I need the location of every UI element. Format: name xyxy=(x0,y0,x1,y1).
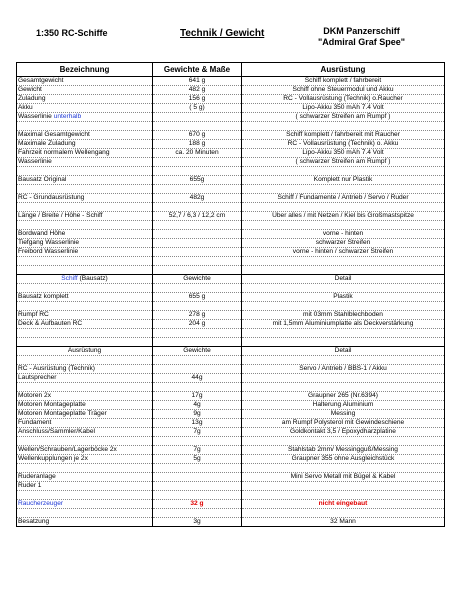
cell-text: Maximal Gesamtgewicht xyxy=(18,131,90,138)
cell-gewicht: Gewichte xyxy=(153,275,242,284)
table-row xyxy=(17,230,445,239)
cell-text: Wellenkupplungen je 2x xyxy=(18,455,88,462)
spec-table xyxy=(16,62,445,527)
cell-gewicht xyxy=(153,266,242,275)
table-row xyxy=(17,437,445,446)
table-row xyxy=(17,86,445,95)
table-row xyxy=(17,320,445,329)
table-row xyxy=(17,284,445,293)
cell-ausruestung: Graupner 355 ohne Ausgleichstück xyxy=(242,455,445,464)
cell-gewicht: 7g xyxy=(153,428,242,437)
cell-bezeichnung xyxy=(17,167,153,176)
cell-ausruestung: nicht eingebaut xyxy=(242,500,445,509)
cell-bezeichnung xyxy=(17,212,153,221)
cell-gewicht xyxy=(153,239,242,248)
cell-ausruestung: Lipo-Akku 350 mAh 7.4 Volt xyxy=(242,149,445,158)
cell-bezeichnung xyxy=(17,248,153,257)
cell-gewicht: 7g xyxy=(153,446,242,455)
cell-gewicht: 670 g xyxy=(153,131,242,140)
cell-bezeichnung xyxy=(17,410,153,419)
cell-bezeichnung xyxy=(17,464,153,473)
cell-bezeichnung xyxy=(17,77,153,86)
table-row xyxy=(17,338,445,347)
table-row xyxy=(17,266,445,275)
cell-bezeichnung xyxy=(17,275,153,284)
cell-gewicht: 52,7 / 6,3 / 12,2 cm xyxy=(153,212,242,221)
cell-gewicht xyxy=(153,167,242,176)
cell-gewicht: 3g xyxy=(153,518,242,527)
cell-text: Wellen/Schrauben/Lagerböcke 2x xyxy=(18,446,117,453)
cell-ausruestung: Graupner 265 (Nr.6394) xyxy=(242,392,445,401)
cell-text: RC - Ausrüstung (Technik) xyxy=(18,365,95,372)
table-header-row xyxy=(17,63,445,77)
cell-bezeichnung xyxy=(17,257,153,266)
cell-bezeichnung xyxy=(17,149,153,158)
cell-gewicht xyxy=(153,473,242,482)
cell-bezeichnung xyxy=(17,104,153,113)
table-row xyxy=(17,293,445,302)
cell-ausruestung: Halterung Aluminium xyxy=(242,401,445,410)
cell-bezeichnung xyxy=(17,338,153,347)
cell-gewicht xyxy=(153,113,242,122)
cell-text: Tiefgang Wasserlinie xyxy=(18,239,80,246)
table-row xyxy=(17,356,445,365)
cell-ausruestung xyxy=(242,482,445,491)
cell-text: RC - Grundausrüstung xyxy=(18,194,85,201)
cell-gewicht xyxy=(153,338,242,347)
cell-text: Maximale Zuladung xyxy=(18,140,76,147)
cell-ausruestung: Schiff komplett / fahrbereit mit Raucher xyxy=(242,131,445,140)
table-row xyxy=(17,392,445,401)
page-header xyxy=(0,0,460,70)
cell-gewicht xyxy=(153,203,242,212)
cell-text: Wasserlinie xyxy=(18,158,52,165)
highlight-text: Schiff xyxy=(61,275,78,282)
table-row xyxy=(17,419,445,428)
cell-bezeichnung xyxy=(17,131,153,140)
cell-bezeichnung xyxy=(17,329,153,338)
cell-bezeichnung xyxy=(17,158,153,167)
cell-bezeichnung xyxy=(17,239,153,248)
cell-ausruestung: Goldkontakt 3,5 / Epoxydharzplatine xyxy=(242,428,445,437)
cell-bezeichnung xyxy=(17,221,153,230)
cell-gewicht xyxy=(153,221,242,230)
table-row xyxy=(17,158,445,167)
table-row xyxy=(17,347,445,356)
cell-gewicht xyxy=(153,329,242,338)
table-row xyxy=(17,383,445,392)
table-row xyxy=(17,482,445,491)
table-row xyxy=(17,329,445,338)
cell-bezeichnung xyxy=(17,428,153,437)
cell-bezeichnung xyxy=(17,95,153,104)
cell-ausruestung xyxy=(242,302,445,311)
cell-gewicht: ca. 20 Minuten xyxy=(153,149,242,158)
cell-ausruestung: Servo / Antrieb / BBS-1 / Akku xyxy=(242,365,445,374)
cell-bezeichnung xyxy=(17,437,153,446)
ship-name-label: "Admiral Graf Spee" xyxy=(318,37,406,47)
ship-type-label: DKM Panzerschiff xyxy=(323,26,400,36)
cell-bezeichnung xyxy=(17,491,153,500)
cell-gewicht: 278 g xyxy=(153,311,242,320)
cell-ausruestung: Plastik xyxy=(242,293,445,302)
table-row xyxy=(17,113,445,122)
cell-ausruestung xyxy=(242,167,445,176)
table-row xyxy=(17,302,445,311)
cell-bezeichnung xyxy=(17,266,153,275)
cell-text-suffix: (Bausatz) xyxy=(79,275,108,282)
cell-bezeichnung xyxy=(17,518,153,527)
table-row xyxy=(17,446,445,455)
cell-ausruestung: ( schwarzer Streifen am Rumpf ) xyxy=(242,113,445,122)
cell-ausruestung: ( schwarzer Streifen am Rumpf ) xyxy=(242,158,445,167)
cell-gewicht: 482g xyxy=(153,194,242,203)
table-row xyxy=(17,428,445,437)
cell-ausruestung xyxy=(242,266,445,275)
column-header-ausruestung: Ausrüstung xyxy=(242,63,445,77)
cell-bezeichnung xyxy=(17,401,153,410)
cell-ausruestung: am Rumpf Polysterol mit Gewindeschiene xyxy=(242,419,445,428)
cell-ausruestung xyxy=(242,509,445,518)
cell-gewicht: 188 g xyxy=(153,140,242,149)
cell-ausruestung xyxy=(242,257,445,266)
cell-ausruestung xyxy=(242,203,445,212)
cell-text: Wasserlinie xyxy=(18,113,52,120)
table-row xyxy=(17,410,445,419)
cell-gewicht: 17g xyxy=(153,392,242,401)
cell-ausruestung xyxy=(242,284,445,293)
cell-bezeichnung xyxy=(17,482,153,491)
cell-bezeichnung xyxy=(17,419,153,428)
cell-gewicht xyxy=(153,491,242,500)
header-scale-label: 1:350 RC-Schiffe xyxy=(36,28,108,38)
cell-gewicht xyxy=(153,383,242,392)
column-header-bezeichnung: Bezeichnung xyxy=(17,63,153,77)
table-row xyxy=(17,212,445,221)
cell-gewicht xyxy=(153,509,242,518)
table-row xyxy=(17,131,445,140)
cell-ausruestung: RC - Vollausrüstung (Technik) o. Akku xyxy=(242,140,445,149)
table-row xyxy=(17,491,445,500)
table-row xyxy=(17,248,445,257)
cell-gewicht: 641 g xyxy=(153,77,242,86)
cell-gewicht xyxy=(153,437,242,446)
cell-gewicht xyxy=(153,257,242,266)
table-row xyxy=(17,473,445,482)
cell-text: Motoren 2x xyxy=(18,392,51,399)
cell-bezeichnung xyxy=(17,455,153,464)
cell-text: Akku xyxy=(18,104,33,111)
cell-bezeichnung xyxy=(17,293,153,302)
cell-gewicht xyxy=(153,356,242,365)
table-row xyxy=(17,509,445,518)
cell-ausruestung: Schiff / Fundamente / Antrieb / Servo / Ruder xyxy=(242,194,445,203)
cell-gewicht: Gewichte xyxy=(153,347,242,356)
table-row xyxy=(17,122,445,131)
cell-bezeichnung xyxy=(17,194,153,203)
cell-ausruestung: Mini Servo Metall mit Bügel & Kabel xyxy=(242,473,445,482)
cell-ausruestung xyxy=(242,464,445,473)
cell-bezeichnung xyxy=(17,140,153,149)
cell-bezeichnung xyxy=(17,176,153,185)
cell-text: Anschluss/Sammler/Kabel xyxy=(18,428,95,435)
cell-ausruestung: RC - Vollausrüstung (Technik) o.Raucher xyxy=(242,95,445,104)
cell-ausruestung xyxy=(242,221,445,230)
table-row xyxy=(17,500,445,509)
table-row xyxy=(17,257,445,266)
cell-ausruestung: vorne - hinten xyxy=(242,230,445,239)
cell-ausruestung: Schiff komplett / fahrbereit xyxy=(242,77,445,86)
cell-ausruestung xyxy=(242,374,445,383)
cell-bezeichnung xyxy=(17,509,153,518)
cell-ausruestung: mit 1,5mm Aluminiumplatte als Deckverstärkung xyxy=(242,320,445,329)
cell-gewicht xyxy=(153,464,242,473)
cell-ausruestung xyxy=(242,356,445,365)
cell-gewicht xyxy=(153,158,242,167)
cell-gewicht xyxy=(153,365,242,374)
cell-ausruestung: Messing xyxy=(242,410,445,419)
cell-gewicht: 204 g xyxy=(153,320,242,329)
cell-bezeichnung xyxy=(17,392,153,401)
cell-text: Gesamtgewicht xyxy=(18,77,64,84)
cell-bezeichnung xyxy=(17,365,153,374)
cell-bezeichnung xyxy=(17,473,153,482)
cell-gewicht: 482 g xyxy=(153,86,242,95)
cell-ausruestung xyxy=(242,122,445,131)
cell-bezeichnung xyxy=(17,203,153,212)
cell-ausruestung: Lipo-Akku 350 mAh 7.4 Volt xyxy=(242,104,445,113)
cell-text: Freibord Wasserlinie xyxy=(18,248,79,255)
cell-bezeichnung xyxy=(17,185,153,194)
cell-bezeichnung xyxy=(17,302,153,311)
cell-text: Motoren Montageplatte Träger xyxy=(18,410,107,417)
cell-text: Länge / Breite / Höhe - Schiff xyxy=(18,212,103,219)
cell-text: Ausrüstung xyxy=(67,347,102,354)
cell-text-suffix: unterhalb xyxy=(53,113,82,120)
cell-ausruestung: vorne - hinten / schwarzer Streifen xyxy=(242,248,445,257)
cell-bezeichnung xyxy=(17,230,153,239)
cell-gewicht xyxy=(153,122,242,131)
cell-text: Ruderanlage xyxy=(18,473,56,480)
cell-ausruestung xyxy=(242,338,445,347)
table-row xyxy=(17,518,445,527)
cell-text: Bordwand Höhe xyxy=(18,230,66,237)
cell-text: Bausatz komplett xyxy=(18,293,69,300)
cell-text: Ruder 1 xyxy=(18,482,42,489)
cell-bezeichnung xyxy=(17,311,153,320)
cell-gewicht: 5g xyxy=(153,455,242,464)
cell-ausruestung: Komplett nur Plastik xyxy=(242,176,445,185)
cell-text: Besatzung xyxy=(18,518,50,525)
cell-bezeichnung xyxy=(17,86,153,95)
cell-bezeichnung xyxy=(17,122,153,131)
table-row xyxy=(17,374,445,383)
cell-gewicht xyxy=(153,302,242,311)
cell-gewicht xyxy=(153,248,242,257)
cell-bezeichnung xyxy=(17,374,153,383)
table-row xyxy=(17,275,445,284)
cell-gewicht xyxy=(153,284,242,293)
cell-gewicht: 655g xyxy=(153,176,242,185)
cell-bezeichnung xyxy=(17,446,153,455)
table-row xyxy=(17,185,445,194)
cell-ausruestung xyxy=(242,185,445,194)
cell-text: Fundament xyxy=(18,419,52,426)
table-row xyxy=(17,239,445,248)
highlight-text: Raucherzeuger xyxy=(18,500,64,507)
cell-ausruestung: 32 Mann xyxy=(242,518,445,527)
table-row xyxy=(17,221,445,230)
table-row xyxy=(17,104,445,113)
cell-gewicht xyxy=(153,230,242,239)
cell-ausruestung: Detail xyxy=(242,347,445,356)
cell-bezeichnung xyxy=(17,284,153,293)
table-row xyxy=(17,176,445,185)
cell-ausruestung xyxy=(242,329,445,338)
cell-text: Fahrzeit normalem Wellengang xyxy=(18,149,110,156)
cell-ausruestung: Über alles / mit Netzen / Kiel bis Großmastspitze xyxy=(242,212,445,221)
cell-gewicht: 4g xyxy=(153,401,242,410)
cell-gewicht: 156 g xyxy=(153,95,242,104)
table-row xyxy=(17,77,445,86)
table-row xyxy=(17,401,445,410)
cell-gewicht: 44g xyxy=(153,374,242,383)
cell-text: Bausatz Original xyxy=(18,176,67,183)
cell-bezeichnung xyxy=(17,347,153,356)
cell-ausruestung xyxy=(242,383,445,392)
cell-text: Zuladung xyxy=(18,95,46,102)
table-row xyxy=(17,464,445,473)
cell-ausruestung: Schiff ohne Steuermodul und Akku xyxy=(242,86,445,95)
cell-gewicht xyxy=(153,482,242,491)
cell-gewicht: 32 g xyxy=(153,500,242,509)
cell-text: Motoren Montageplatte xyxy=(18,401,86,408)
cell-bezeichnung xyxy=(17,356,153,365)
document-title: Technik / Gewicht xyxy=(180,28,265,39)
table-row xyxy=(17,95,445,104)
cell-text: Deck & Aufbauten RC xyxy=(18,320,83,327)
cell-gewicht: ( 5 g) xyxy=(153,104,242,113)
table-row xyxy=(17,455,445,464)
table-row xyxy=(17,311,445,320)
cell-bezeichnung xyxy=(17,320,153,329)
cell-bezeichnung xyxy=(17,113,153,122)
cell-text: Gewicht xyxy=(18,86,42,93)
table-row xyxy=(17,167,445,176)
cell-bezeichnung xyxy=(17,383,153,392)
column-header-gewichte: Gewichte & Maße xyxy=(153,63,242,77)
table-row xyxy=(17,365,445,374)
cell-gewicht: 13g xyxy=(153,419,242,428)
cell-gewicht: 655 g xyxy=(153,293,242,302)
cell-bezeichnung xyxy=(17,500,153,509)
cell-ausruestung xyxy=(242,437,445,446)
cell-text: Rumpf RC xyxy=(18,311,49,318)
cell-ausruestung: Detail xyxy=(242,275,445,284)
table-row xyxy=(17,140,445,149)
table-row xyxy=(17,149,445,158)
cell-text: Lautsprecher xyxy=(18,374,57,381)
cell-ausruestung: Stahlstab 2mm/ Messingguß/Messing xyxy=(242,446,445,455)
cell-ausruestung: schwarzer Streifen xyxy=(242,239,445,248)
cell-gewicht xyxy=(153,185,242,194)
cell-gewicht: 9g xyxy=(153,410,242,419)
table-row xyxy=(17,203,445,212)
cell-ausruestung: mit 03mm Stahlblechboden xyxy=(242,311,445,320)
cell-ausruestung xyxy=(242,491,445,500)
table-row xyxy=(17,194,445,203)
ship-name-block xyxy=(318,26,405,48)
